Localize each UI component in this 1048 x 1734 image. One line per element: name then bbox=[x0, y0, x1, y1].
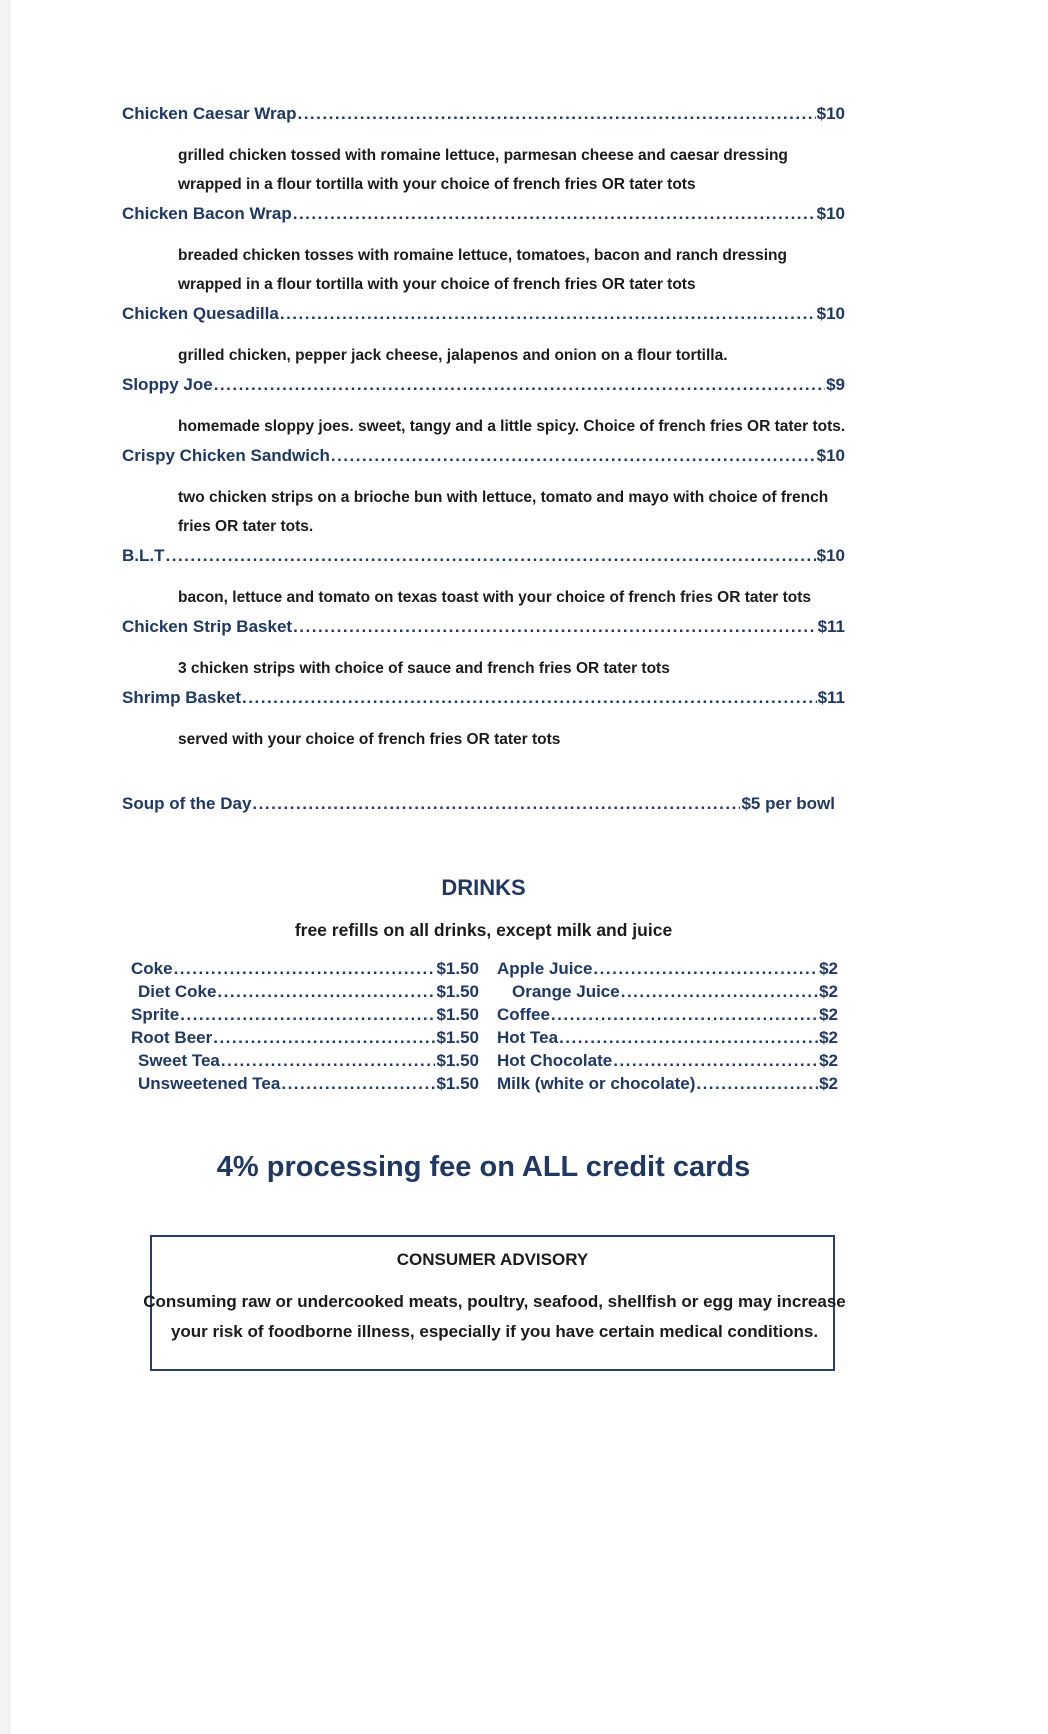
drink-row bbox=[131, 1049, 479, 1072]
menu-item-name: Sloppy Joe bbox=[122, 375, 213, 394]
drink-name: Sprite bbox=[131, 1005, 180, 1024]
drink-row bbox=[131, 1072, 479, 1095]
menu-item-price: $10 bbox=[816, 304, 845, 323]
drink-row bbox=[497, 1003, 838, 1026]
menu-item-name: Chicken Caesar Wrap bbox=[122, 104, 297, 123]
drink-row bbox=[131, 1003, 479, 1026]
soup-of-the-day-line bbox=[122, 794, 845, 813]
dot-leader bbox=[613, 1049, 818, 1072]
credit-card-fee-notice: 4% processing fee on ALL credit cards bbox=[216, 1151, 751, 1183]
menu-item-description: grilled chicken tossed with romaine lettuce, parmesan cheese and caesar dressing wrapped in a flour tortilla with your choice of french fries OR tater tots bbox=[178, 147, 788, 193]
dot-leader bbox=[281, 1072, 435, 1095]
menu-item-description: breaded chicken tosses with romaine lettuce, tomatoes, bacon and ranch dressing wrapped in a flour tortilla with your choice of french fries OR tater tots bbox=[178, 247, 787, 293]
drink-price: $2 bbox=[819, 1051, 838, 1070]
menu-item-price: $10 bbox=[816, 204, 845, 223]
dot-leader bbox=[331, 446, 816, 465]
dot-leader bbox=[252, 794, 740, 813]
menu-item-description: two chicken strips on a brioche bun with lettuce, tomato and mayo with choice of french fries OR tater tots. bbox=[178, 489, 829, 535]
drink-price: $2 bbox=[819, 982, 838, 1001]
menu-item bbox=[122, 546, 845, 612]
drink-price: $1.50 bbox=[436, 982, 479, 1001]
menu-content bbox=[122, 104, 845, 1371]
drink-name: Root Beer bbox=[131, 1028, 213, 1047]
menu-item bbox=[122, 104, 845, 199]
drink-price: $1.50 bbox=[436, 1028, 479, 1047]
menu-item-name: Chicken Bacon Wrap bbox=[122, 204, 292, 223]
page-left-margin-strip bbox=[0, 0, 10, 1734]
drink-row bbox=[497, 1026, 838, 1049]
drink-row bbox=[131, 980, 479, 1003]
drinks-column-left bbox=[131, 957, 479, 1095]
menu-item bbox=[122, 375, 845, 441]
drink-row bbox=[497, 957, 838, 980]
drink-name: Orange Juice bbox=[512, 982, 620, 1001]
dot-leader bbox=[551, 1003, 818, 1026]
dot-leader bbox=[221, 1049, 436, 1072]
drink-name: Hot Chocolate bbox=[497, 1051, 613, 1070]
drinks-section-heading: DRINKS bbox=[441, 875, 526, 900]
menu-item bbox=[122, 446, 845, 541]
dot-leader bbox=[174, 957, 436, 980]
dot-leader bbox=[213, 1026, 435, 1049]
menu-item-price: $11 bbox=[817, 617, 845, 636]
drink-row bbox=[497, 1072, 838, 1095]
dot-leader bbox=[297, 104, 815, 123]
menu-item bbox=[122, 688, 845, 754]
menu-item-line bbox=[122, 546, 845, 565]
drink-row bbox=[497, 980, 838, 1003]
menu-item-name: Soup of the Day bbox=[122, 794, 252, 813]
drinks-table bbox=[131, 957, 845, 1095]
drink-name: Hot Tea bbox=[497, 1028, 559, 1047]
menu-item-description: grilled chicken, pepper jack cheese, jalapenos and onion on a flour tortilla. bbox=[178, 347, 728, 364]
menu-item-description: bacon, lettuce and tomato on texas toast with your choice of french fries OR tater tots bbox=[178, 589, 812, 606]
menu-item bbox=[122, 617, 845, 683]
drink-name: Coke bbox=[131, 959, 173, 978]
drink-price: $2 bbox=[819, 959, 838, 978]
drink-price: $1.50 bbox=[436, 1074, 479, 1093]
drink-row bbox=[497, 1049, 838, 1072]
drink-price: $2 bbox=[819, 1074, 838, 1093]
drink-name: Unsweetened Tea bbox=[138, 1074, 281, 1093]
drink-name: Sweet Tea bbox=[138, 1051, 220, 1070]
menu-item-name: Chicken Quesadilla bbox=[122, 304, 279, 323]
menu-item-price: $11 bbox=[817, 688, 845, 707]
drink-price: $1.50 bbox=[436, 1051, 479, 1070]
consumer-advisory-title: CONSUMER ADVISORY bbox=[396, 1250, 589, 1269]
drink-price: $2 bbox=[819, 1028, 838, 1047]
dot-leader bbox=[593, 957, 818, 980]
consumer-advisory-box bbox=[143, 1235, 846, 1371]
menu-item bbox=[122, 304, 845, 370]
dot-leader bbox=[242, 688, 817, 707]
dot-leader bbox=[696, 1072, 818, 1095]
menu-item-name: Shrimp Basket bbox=[122, 688, 242, 707]
consumer-advisory-text: Consuming raw or undercooked meats, poultry, seafood, shellfish or egg may increase your risk of foodborne illness, especially if you have certain medical conditions. bbox=[143, 1292, 846, 1341]
menu-item-line bbox=[122, 204, 845, 223]
drink-row bbox=[131, 957, 479, 980]
dot-leader bbox=[621, 980, 818, 1003]
menu-item-description: 3 chicken strips with choice of sauce and french fries OR tater tots bbox=[178, 660, 670, 677]
dot-leader bbox=[217, 980, 435, 1003]
drinks-refill-note: free refills on all drinks, except milk and juice bbox=[294, 920, 673, 940]
dot-leader bbox=[214, 375, 825, 394]
menu-item-price: $5 per bowl bbox=[741, 794, 835, 813]
menu-item-line bbox=[122, 104, 845, 123]
menu-item-description: served with your choice of french fries OR tater tots bbox=[178, 731, 561, 748]
menu-item-line bbox=[122, 446, 845, 465]
menu-item-line bbox=[122, 375, 845, 394]
dot-leader bbox=[293, 204, 816, 223]
menu-item-line bbox=[122, 688, 845, 707]
drink-name: Coffee bbox=[497, 1005, 550, 1024]
drink-row bbox=[131, 1026, 479, 1049]
dot-leader bbox=[559, 1026, 818, 1049]
dot-leader bbox=[166, 546, 816, 565]
menu-item-price: $10 bbox=[816, 446, 845, 465]
menu-item-name: B.L.T bbox=[122, 546, 165, 565]
drinks-column-right bbox=[497, 957, 838, 1095]
dot-leader bbox=[180, 1003, 435, 1026]
drink-name: Milk (white or chocolate) bbox=[497, 1074, 696, 1093]
menu-item-name: Chicken Strip Basket bbox=[122, 617, 293, 636]
menu-item-price: $9 bbox=[826, 375, 845, 394]
menu-item-name: Crispy Chicken Sandwich bbox=[122, 446, 330, 465]
menu-item-line bbox=[122, 304, 845, 323]
menu-item-line bbox=[122, 617, 845, 636]
drink-price: $2 bbox=[819, 1005, 838, 1024]
dot-leader bbox=[293, 617, 817, 636]
menu-item-price: $10 bbox=[816, 104, 845, 123]
menu-item bbox=[122, 204, 845, 299]
menu-item-price: $10 bbox=[816, 546, 845, 565]
menu-item-description: homemade sloppy joes. sweet, tangy and a little spicy. Choice of french fries OR tater tots. bbox=[178, 418, 846, 435]
drink-price: $1.50 bbox=[436, 959, 479, 978]
drink-name: Apple Juice bbox=[497, 959, 593, 978]
drink-name: Diet Coke bbox=[138, 982, 217, 1001]
drink-price: $1.50 bbox=[436, 1005, 479, 1024]
dot-leader bbox=[280, 304, 816, 323]
